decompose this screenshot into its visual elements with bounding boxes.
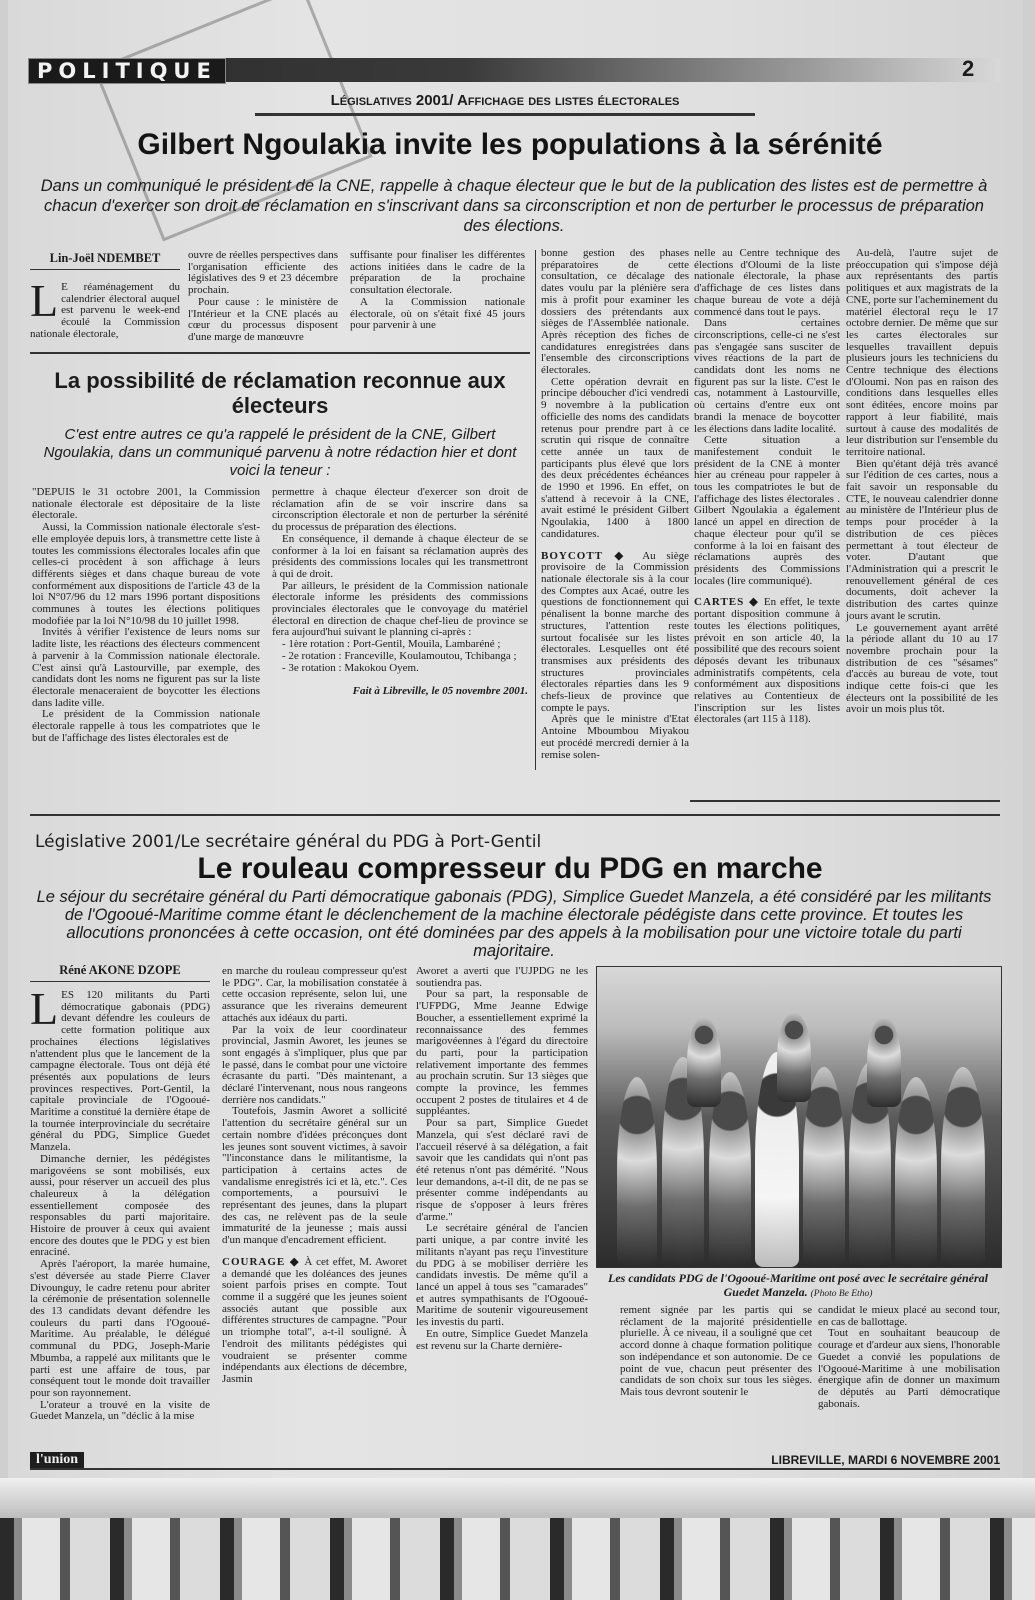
paragraph: Pour sa part, Simplice Guedet Manzela, qui s'est déclaré ravi de l'accueil réservé à sa délégation, a fait savoir que les candidats qui n'ont pas été retenus n'ont pas démérité. "Nous leur demandons, a-t-il dit, de ne pas se présenter comme indépendants au risque de s'opposer à leurs frères d'arme." bbox=[416, 1117, 588, 1223]
paragraph: Aussi, la Commission nationale électorale s'est-elle employée depuis lors, à transmettre cette liste à toutes les commissions électorales locales afin que celles-ci procèdent à son affichage à leurs différents sièges et dans chaque bureau de vote conformément aux dispositions de l'article 43 de la loi N°07/96 du 12 mars 1996 portant dispositions communes à toutes les élections politiques modofiée par la loi N°10/98 du 10 juillet 1998. bbox=[32, 521, 260, 627]
article1-byline: Lin-Joël NDEMBET bbox=[30, 250, 180, 270]
caption-text: Les candidats PDG de l'Ogooué-Maritime ont posé avec le secrétaire général Guedet Manzela. bbox=[608, 1271, 988, 1299]
article2-col1 bbox=[30, 983, 210, 1423]
article2-col5 bbox=[818, 1305, 1000, 1410]
paragraph: ES 120 militants du Parti démocratique gabonais (PDG) devant défendre les couleurs de cette formation politique aux prochaines élections législatives n'attendent plus que le lancement de la campagne électorale. Tous ont déjà été présentés aux populations de leurs provinces respectives. Port-Gentil, la capitale provinciale de l'Ogooué-Maritime a constitué la dernière étape de la tournée interprovinciale du secrétaire général du PDG, Simplice Guedet Manzela. bbox=[30, 989, 210, 1154]
paragraph: Toutefois, Jasmin Aworet a sollicité l'attention du secrétaire général sur un certain nombre d'idées préconçues dont les jeunes sont souvent victimes, à savoir "l'inconstance dans le militantisme, la participation à certains actes de vandalisme enregistrés ici et là, etc.". Ces comportements, a poursuivi le représentant des jeunes, dans la plupart des cas, ne relèvent pas de la seule immaturité de la jeunesse ; mais aussi d'un manque d'encadrement efficient. bbox=[222, 1105, 407, 1247]
paragraph: Par ailleurs, le président de la Commission nationale électorale informe les présidents des commissions provinciales électorales que le convoyage du matériel électoral en direction de chaque chef-lieu de province se fera aujourd'hui suivant le planning ci-après : bbox=[272, 579, 528, 639]
drop-cap: L bbox=[30, 275, 59, 326]
person-figure bbox=[617, 1077, 657, 1267]
person-figure bbox=[777, 1012, 811, 1102]
paragraph: En outre, Simplice Guedet Manzela est revenu sur la Charte dernière- bbox=[416, 1327, 588, 1352]
article1-deck: Dans un communiqué le président de la CNE, rappelle à chaque électeur que le but de la publication des listes est de permettre à chacun d'exercer son droit de réclamation en s'inscrivant dans sa circonscription et non de perturber le processus de préparation des élections. bbox=[40, 177, 988, 235]
article1-col5 bbox=[694, 248, 840, 726]
divider bbox=[30, 352, 530, 354]
article2-deck: Le séjour du secrétaire général du Parti démocratique gabonais (PDG), Simplice Guedet Manzela, a été considéré par les militants de l'Ogooué-Maritime comme étant le déclenchement de la machine électorale pédégiste dans cette province. Et toutes les allocutions prononcées à cette occasion, ont été dominées par des appels à la mobilisation pour une victoire totale du parti majoritaire. bbox=[36, 888, 992, 960]
paragraph bbox=[694, 597, 840, 726]
article2-headline: Le rouleau compresseur du PDG en marche bbox=[197, 852, 823, 885]
paragraph: Le président de la Commission nationale électorale rappelle à tous les compatriotes que le but de l'affichage des listes électorales est de bbox=[32, 708, 260, 744]
runin-courage: COURAGE ◆ bbox=[222, 1255, 301, 1268]
paragraph-text: À cet effet, M. Aworet a demandé que les doléances des jeunes soient parfois prises en compte. Tout comme il a suggéré que les jeunes soient associés autant que possible aux différentes structures de campagne. "Pour un triomphe total", a-t-il souligné. À l'endroit des militants pédégistes qui voudraient se présenter comme indépendants aux élections de décembre, Jasmin bbox=[222, 1255, 407, 1385]
paragraph: E réaménagement du calendrier électoral auquel est parvenu le week-end écoulé la Commission nationale électorale, bbox=[30, 281, 180, 340]
paragraph: A la Commission nationale électorale, où on s'était fixé 45 jours pour parvenir à une bbox=[350, 295, 525, 332]
paragraph: Le secrétaire général de l'ancien parti unique, a par contre invité les militants n'ayant pas reçu l'investiture du PDG à se mobiliser derrière les candidats investis. De même qu'il a lancé un appel à tous ses "camarades" et autres sympathisants de l'Ogooué-Maritime de soutenir vigoureusement les investis du parti. bbox=[416, 1222, 588, 1329]
footer-rule bbox=[30, 1468, 1000, 1470]
communique-headline: La possibilité de réclamation reconnue aux électeurs bbox=[54, 368, 506, 418]
article1-headline: Gilbert Ngoulakia invite les populations à la sérénité bbox=[137, 128, 883, 161]
paragraph: - 1ère rotation : Port-Gentil, Mouila, Lambaréné ; bbox=[282, 638, 501, 651]
paragraph: nelle au Centre technique des élections d'Oloumi de la liste nationale électorale, la phase d'affichage de ces listes dans chaque bureau de vote a déjà commencé dans tout le pays. bbox=[694, 247, 840, 318]
page-number: 2 bbox=[962, 56, 975, 81]
article2-col2 bbox=[222, 966, 407, 1386]
article2-byline: Réné AKONE DZOPE bbox=[30, 962, 210, 982]
article1-col2 bbox=[188, 250, 338, 344]
paragraph: bonne gestion des phases préparatoires de cette consultation, ce décalage des dates voulu par la plénière sera mis à profit pour examiner les dossiers des prétendants aux sièges de l'Assemblée nationale. Après réception des fiches de candidatures enregistrées dans l'ensemble des circonscriptions électorales. bbox=[541, 247, 689, 377]
column-rule bbox=[535, 250, 536, 770]
person-figure bbox=[941, 1067, 985, 1267]
scan-background bbox=[0, 1478, 1035, 1600]
paragraph: suffisante pour finaliser les différentes actions initiées dans le cadre de la préparation de la prochaine consultation électorale. bbox=[350, 249, 525, 297]
paragraph: ouvre de réelles perspectives dans l'organisation efficiente des législatives des 9 et 23 décembre prochain. bbox=[188, 249, 338, 297]
article2-kicker: Législative 2001/Le secrétaire général du PDG à Port-Gentil bbox=[35, 832, 542, 852]
person-figure bbox=[867, 1017, 901, 1107]
runin-boycott: BOYCOTT ◆ bbox=[541, 549, 633, 562]
drop-cap: L bbox=[30, 983, 59, 1034]
article1-col3 bbox=[350, 250, 525, 332]
paragraph: Après que le ministre d'Etat Antoine Mboumbou Miyakou eut procédé mercredi dernier à la remise solen- bbox=[541, 713, 689, 761]
paragraph: Dimanche dernier, les pédégistes marigovéens se sont mobilisés, eux aussi, pour réserver un accueil des plus chaleureux à la délégation essentiellement composée des responsables du parti majoritaire. Histoire de prouver à ceux qui avaient encore des doutes que le PDG y est bien enraciné. bbox=[30, 1152, 210, 1259]
divider bbox=[30, 814, 1000, 816]
divider bbox=[690, 800, 1000, 802]
dateline: LIBREVILLE, MARDI 6 NOVEMBRE 2001 bbox=[771, 1453, 1000, 1467]
paragraph: "DEPUIS le 31 octobre 2001, la Commission nationale électorale est dépositaire de la liste électorale. bbox=[32, 486, 260, 522]
person-figure bbox=[895, 1077, 937, 1267]
person-figure bbox=[687, 1017, 721, 1107]
article1-col4 bbox=[541, 248, 689, 761]
paragraph bbox=[541, 551, 689, 715]
masthead: l'union bbox=[30, 1452, 84, 1468]
runin-cartes: CARTES ◆ bbox=[694, 596, 760, 609]
paragraph: permettre à chaque électeur d'exercer son droit de réclamation afin de se voir inscrire dans sa circonscription électorale et non de perturber la sérénité du processus de préparation des élections. bbox=[272, 486, 528, 534]
article2-col3 bbox=[416, 966, 588, 1352]
paragraph: Invités à vérifier l'existence de leurs noms sur ladite liste, les réactions des électeurs commencent à parvenir à la Commission nationale électorale. C'est ainsi qu'à Lastourville, par exemple, des candidats dont les noms ne figurent pas sur la liste électorale menaceraient de boycotter les élections dans ladite ville. bbox=[32, 626, 260, 709]
paragraph: Tout en souhaitant beaucoup de courage et d'ardeur aux siens, l'honorable Guedet a convié les populations de l'Ogooué-Maritime à une mobilisation énergique afin de donner un maximum de députés au Parti démocratique gabonais. bbox=[818, 1327, 1000, 1410]
communique-deck: C'est entre autres ce qu'a rappelé le président de la CNE, Gilbert Ngoulakia, dans un communiqué parvenu à notre rédaction hier et dont voici la teneur : bbox=[43, 426, 517, 479]
paragraph: Le gouvernement ayant arrêté la période allant du 10 au 17 novembre prochain pour la distribution de ces "sésames" d'accès au bureau de vote, tout indique cette fois-ci que les électeurs ont la possibilité de les avoir un mois plus tôt. bbox=[846, 621, 998, 716]
paragraph: En conséquence, il demande à chaque électeur de se conformer à la loi en faisant sa réclamation auprès des présidents des commissions locales qui les transmettront à qui de droit. bbox=[272, 532, 528, 580]
paragraph: Pour cause : le ministère de l'Intérieur et la CNE placés au cœur du processus disposent d'une marge de manœuvre bbox=[188, 295, 338, 343]
photo-caption bbox=[596, 1271, 1000, 1301]
paragraph: en marche du rouleau compresseur qu'est le PDG". Car, la mobilisation constatée à cette occasion représente, selon lui, une assurance que les riverains demeurent attachés aux idéaux du parti. bbox=[222, 965, 407, 1024]
paragraph: Au-delà, l'autre sujet de préoccupation qui s'impose déjà aux représentants des partis politiques et aux magistrats de la CNE, porte sur l'acheminement du matériel électoral reçu le 17 octobre dernier. De même que sur les cartes électorales sur lesquelles travaillent depuis plusieurs jours les techniciens du Centre technique des élections d'Oloumi. Non pas en raison des conditions dans lesquelles elles sont éditées, encore moins par rapport à leur fiabilité, mais surtout à cause des modalités de leur distribution sur l'ensemble du territoire national. bbox=[846, 247, 998, 458]
photo-credit: (Photo Be Etho) bbox=[810, 1289, 873, 1299]
paragraph: L'orateur a trouvé en la visite de Guedet Manzela, un "déclic à la mise bbox=[30, 1398, 210, 1423]
communique-col1 bbox=[32, 487, 260, 744]
paragraph: - 3e rotation : Makokou Oyem. bbox=[282, 661, 419, 674]
paragraph: Aworet a averti que l'UJPDG ne les soutiendra pas. bbox=[416, 965, 588, 989]
group-photo bbox=[596, 966, 1002, 1268]
paragraph: candidat le mieux placé au second tour, en cas de ballottage. bbox=[818, 1304, 1000, 1328]
section-title: POLITIQUE bbox=[28, 58, 226, 84]
paragraph: Bien qu'étant déjà très avancé sur l'édition de ces cartes, nous a fait savoir un responsable du CTE, le nouveau calendrier donne au ministère de l'Intérieur plus de temps pour procéder à la distribution de ces pièces permettant à tout électeur de voter. D'autant que l'Administration qui a prescrit le renouvellement général de ces documents, doit achever la distribution des cartes quinze jours avant le scrutin. bbox=[846, 457, 998, 622]
article1-col6 bbox=[846, 248, 998, 716]
paragraph: Par la voix de leur coordinateur provincial, Jasmin Aworet, les jeunes se sont engagés à s'impliquer, plus que par le passé, dans le combat pour une victoire écrasante du parti. "Dès maintenant, a déclaré l'intervenant, nous nous rangeons derrière nos candidats." bbox=[222, 1023, 407, 1106]
paragraph: Pour sa part, la responsable de l'UFPDG, Mme Jeanne Edwige Boucher, a essentiellement exprimé la reconnaissance des femmes marigovéennes à l'égard du directoire du parti, pour la participation relativement importante des femmes au prochain scrutin. Sur 13 sièges que compte la province, les femmes occupent 2 postes de titulaires et 4 de suppléantes. bbox=[416, 988, 588, 1118]
paragraph-text: En effet, le texte portant disposition commune à toutes les élections politiques, prévoit en son article 40, la possibilité que des recours soient déposés devant les tribunaux administratifs compétents, cela conformément aux dispositions relatives au Contentieux de l'inscription sur les listes électorales (art 115 à 118). bbox=[694, 596, 840, 726]
paragraph: Cette situation a manifestement conduit le président de la CNE à monter hier au créneau pour rappeler à tous les compatriotes le but de l'affichage des listes électorales . Gilbert Ngoulakia a également lancé un appel en direction de chaque électeur pour qu'il se conforme à la loi en faisant des réclamations auprès des présidents des Commissions locales (lire communiqué). bbox=[694, 434, 840, 587]
article2-col4 bbox=[620, 1305, 812, 1399]
signoff: Fait à Libreville, le 05 novembre 2001. bbox=[352, 685, 528, 698]
communique-col2 bbox=[272, 487, 528, 698]
paragraph bbox=[222, 1257, 407, 1386]
article1-kicker: Législatives 2001/ Affichage des listes électorales bbox=[255, 92, 755, 116]
paragraph: rement signée par les partis qui se réclament de la majorité présidentielle plurielle. À ce niveau, il a souligné que cet accord donne à chaque formation politique son indépendance et son autonomie. De ce point de vue, chacun peut présenter des candidats de son choix sur tous les sièges. Mais tous devront soutenir le bbox=[620, 1304, 812, 1398]
paragraph: Après l'aéroport, la marée humaine, s'est déversée au stade Pierre Claver Divounguy, le cadre retenu pour abriter la cérémonie de présentation solennelle des 13 candidats devant défendre les couleurs du parti dans l'Ogooué-Maritime. Au préalable, le délégué communal du PDG, Joseph-Marie Mbumba, a rappelé aux militants que le parti est une affaire de tous, par conséquent tout le monde doit travailler pour son rayonnement. bbox=[30, 1258, 210, 1399]
article1-col1 bbox=[30, 275, 180, 341]
paragraph: Dans certaines circonscriptions, celle-ci ne s'est pas s'engagée sans susciter de vives réactions de la part de candidats dont les noms ne figurent pas sur la liste. C'est le cas, notamment à Lastourville, où certains d'entre eux ont brandi la menace de boycotter les élections dans ladite localité. bbox=[694, 317, 840, 435]
paragraph-text: Au siège provisoire de la Commission nationale électorale sis à la cour des Comptes aux Acaé, outre les questions de fonctionnement qui pénalisent la bonne marche des structures, l'attention reste surtout focalisée sur les listes électorales. Lesquelles ont été transmises aux présidents des structures provinciales électorales réparties dans les 9 chefs-lieux de province que compte le pays. bbox=[541, 549, 689, 714]
paragraph: - 2e rotation : Franceville, Koulamoutou, Tchibanga ; bbox=[282, 649, 517, 662]
paragraph: Cette opération devrait en principe déboucher d'ici vendredi 9 novembre à la publication officielle des noms des candidats retenus pour prendre part à ce scrutin qui risque de connaître cette année un taux de participants plus élevé que lors des deux précédentes échéances de 1990 et 1996. En effet, on s'attend à recevoir à la CNE, avait estimé le président Gilbert Ngoulakia, 1400 à 1800 candidatures. bbox=[541, 375, 689, 540]
